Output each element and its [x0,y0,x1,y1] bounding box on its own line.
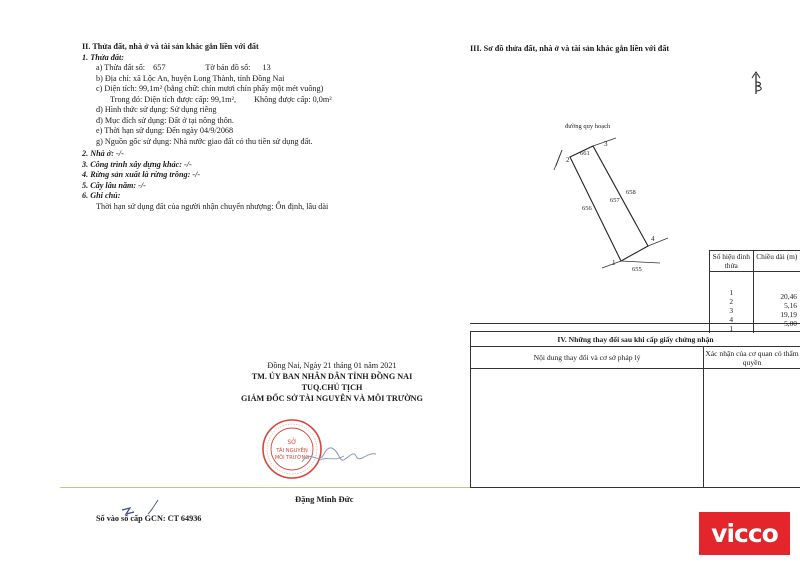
length-legend-table [709,250,800,333]
vertex-label-4: 4 [651,235,655,243]
legend-vertex: 1 [729,324,734,333]
section-4-title: IV. Những thay đổi sau khi cấp giấy chứng nhận [471,332,800,347]
section-2-title: II. Thửa đất, nhà ở và tài sản khác gắn liền với đất [82,42,259,51]
parcel-label-657: 657 [610,197,620,204]
usage-purpose-row: đ) Mục đích sử dụng: Đất ở tại nông thôn. [96,115,234,125]
vertex-label-3: 3 [604,140,608,148]
area-detail-row [82,95,452,106]
changes-header-confirm: Xác nhận của cơ quan có thẩm quyền [705,349,799,367]
tuq-line: TUQ.CHỦ TỊCH [301,383,363,392]
area-row: c) Diện tích: 99,1m² (bằng chữ: chín mươi chín phẩy một mét vuông) [96,84,324,93]
legend-vertex: 2 [729,297,734,306]
vicco-logo: vicco [699,512,790,555]
item-3-construction: 3. Công trình xây dựng khác: -/- [82,159,192,169]
svg-text:SỞ: SỞ [287,439,297,446]
parcel-label-658: 658 [626,189,636,196]
parcel-number: 657 [153,63,166,72]
section-3-title: III. Sơ đồ thửa đất, nhà ở và tài sản khác gắn liền với đất [470,44,670,53]
date-line: Đồng Nai, Ngày 21 tháng 01 năm 2021 [267,361,397,370]
changes-header-content: Nội dung thay đổi và cơ sở pháp lý [471,347,704,368]
parcel-label-656: 656 [582,205,592,212]
usage-term-row: e) Thời hạn sử dụng: Đến ngày 04/9/2068 [96,126,234,135]
director-line: GIÁM ĐỐC SỞ TÀI NGUYÊN VÀ MÔI TRƯỜNG [241,394,423,403]
legend-vertex: 4 [729,315,734,324]
signature-scribble [300,440,380,470]
legend-header-length: Chiều dài (m) [756,252,798,261]
usage-form-row: d) Hình thức sử dụng: Sử dụng riêng [96,105,217,114]
legend-length: 20,46 [780,292,797,301]
road-label: đường quy hoạch [565,123,611,130]
vertex-label-2: 2 [566,156,570,164]
svg-text:MÔI TRƯỜNG: MÔI TRƯỜNG [274,455,310,461]
item-2-house: 2. Nhà ở: -/- [82,149,124,158]
changes-table [470,331,800,488]
legend-length-column [754,272,800,333]
item-5-perennial: 5. Cây lâu năm: -/- [82,180,146,190]
map-label: Tờ bản đồ số: [205,63,251,72]
north-arrow-icon [752,72,761,94]
legend-length: 19,19 [780,310,797,319]
legend-vertex-column [710,272,754,333]
signer-name: Đặng Minh Đức [295,494,354,504]
note-text: Thời hạn sử dụng đất của người nhận chuyển nhượng: Ổn định, lâu dài [96,201,329,211]
signature-block [232,360,432,404]
authority-line: TM. ỦY BAN NHÂN DÂN TỈNH ĐỒNG NAI [251,372,413,381]
legend-vertex: 1 [729,288,734,297]
parcel-label-655: 655 [632,266,642,273]
item-1-title: 1. Thửa đất: [82,52,124,62]
svg-text:TÀI NGUYÊN: TÀI NGUYÊN [276,448,308,454]
vertex-label-1: 1 [612,259,616,267]
area-not-granted: Không được cấp: 0,0m² [254,94,332,104]
address-row: b) Địa chỉ: xã Lộc An, huyện Long Thành, tỉnh Đồng Nai [96,73,285,83]
area-granted: Trong đó: Diện tích được cấp: 99,1m², [110,94,236,104]
origin-row: g) Nguồn gốc sử dụng: Nhà nước giao đất có thu tiền sử dụng đất. [96,136,313,146]
legend-length: 5,16 [784,301,797,310]
certificate-number: Số vào sổ cấp GCN: CT 64936 [96,514,202,523]
parcel-label-661: 661 [580,150,590,157]
item-6-notes-title: 6. Ghi chú: [82,191,121,200]
legend-vertex: 3 [729,306,734,315]
parcel-number-row [82,63,452,74]
item-4-forest: 4. Rừng sản xuất là rừng trồng: -/- [82,170,201,179]
parcel-boundary [570,146,648,261]
map-number: 13 [262,63,271,72]
legend-length: 5,00 [784,319,797,328]
parcel-label: a) Thửa đất số: [96,63,146,72]
land-info-section [82,42,452,212]
legend-header-vertex: Số hiệu đỉnh thửa [710,251,754,271]
